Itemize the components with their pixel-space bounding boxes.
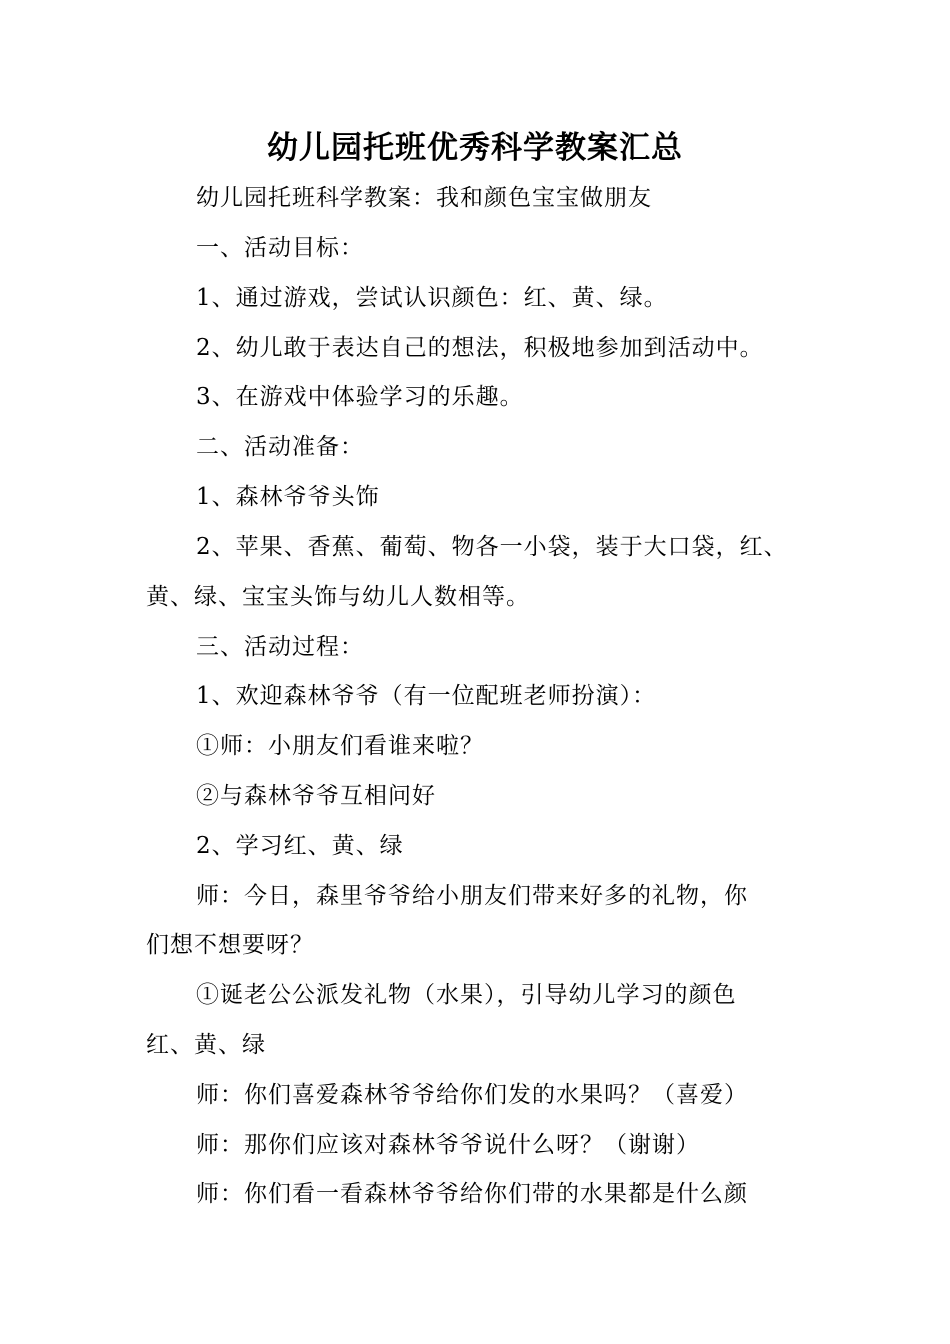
paragraph-line: 1、欢迎森林爷爷（有一位配班老师扮演）： xyxy=(196,683,657,709)
paragraph-line: ②与森林爷爷互相问好 xyxy=(196,783,436,809)
paragraph-line: 黄、绿、宝宝头饰与幼儿人数相等。 xyxy=(146,584,530,610)
paragraph-line: 1、通过游戏，尝试认识颜色：红、黄、绿。 xyxy=(196,285,668,311)
paragraph-line: ①师：小朋友们看谁来啦？ xyxy=(196,733,484,759)
section-heading-process: 三、活动过程： xyxy=(196,634,364,660)
paragraph-line: 师：你们看一看森林爷爷给你们带的水果都是什么颜 xyxy=(196,1181,748,1207)
paragraph-line: 师：你们喜爱森林爷爷给你们发的水果吗？（喜爱） xyxy=(196,1082,748,1108)
paragraph-line: 2、幼儿敢于表达自己的想法，积极地参加到活动中。 xyxy=(196,335,764,361)
section-heading-goals: 一、活动目标： xyxy=(196,235,364,261)
paragraph-line: 们想不想要呀？ xyxy=(146,932,314,958)
document-title: 幼儿园托班优秀科学教案汇总 xyxy=(267,130,683,166)
paragraph-line: 2、学习红、黄、绿 xyxy=(196,833,404,859)
paragraph-line: 红、黄、绿 xyxy=(146,1032,266,1058)
paragraph-line: ①诞老公公派发礼物（水果），引导幼儿学习的颜色 xyxy=(196,982,737,1008)
paragraph-line: 1、森林爷爷头饰 xyxy=(196,484,380,510)
lesson-subtitle: 幼儿园托班科学教案：我和颜色宝宝做朋友 xyxy=(196,185,652,211)
section-heading-preparation: 二、活动准备： xyxy=(196,434,364,460)
paragraph-line: 师：那你们应该对森林爷爷说什么呀？（谢谢） xyxy=(196,1132,700,1158)
paragraph-line: 2、苹果、香蕉、葡萄、物各一小袋，装于大口袋，红、 xyxy=(196,534,788,560)
paragraph-line: 3、在游戏中体验学习的乐趣。 xyxy=(196,384,524,410)
paragraph-line: 师：今日，森里爷爷给小朋友们带来好多的礼物，你 xyxy=(196,883,748,909)
